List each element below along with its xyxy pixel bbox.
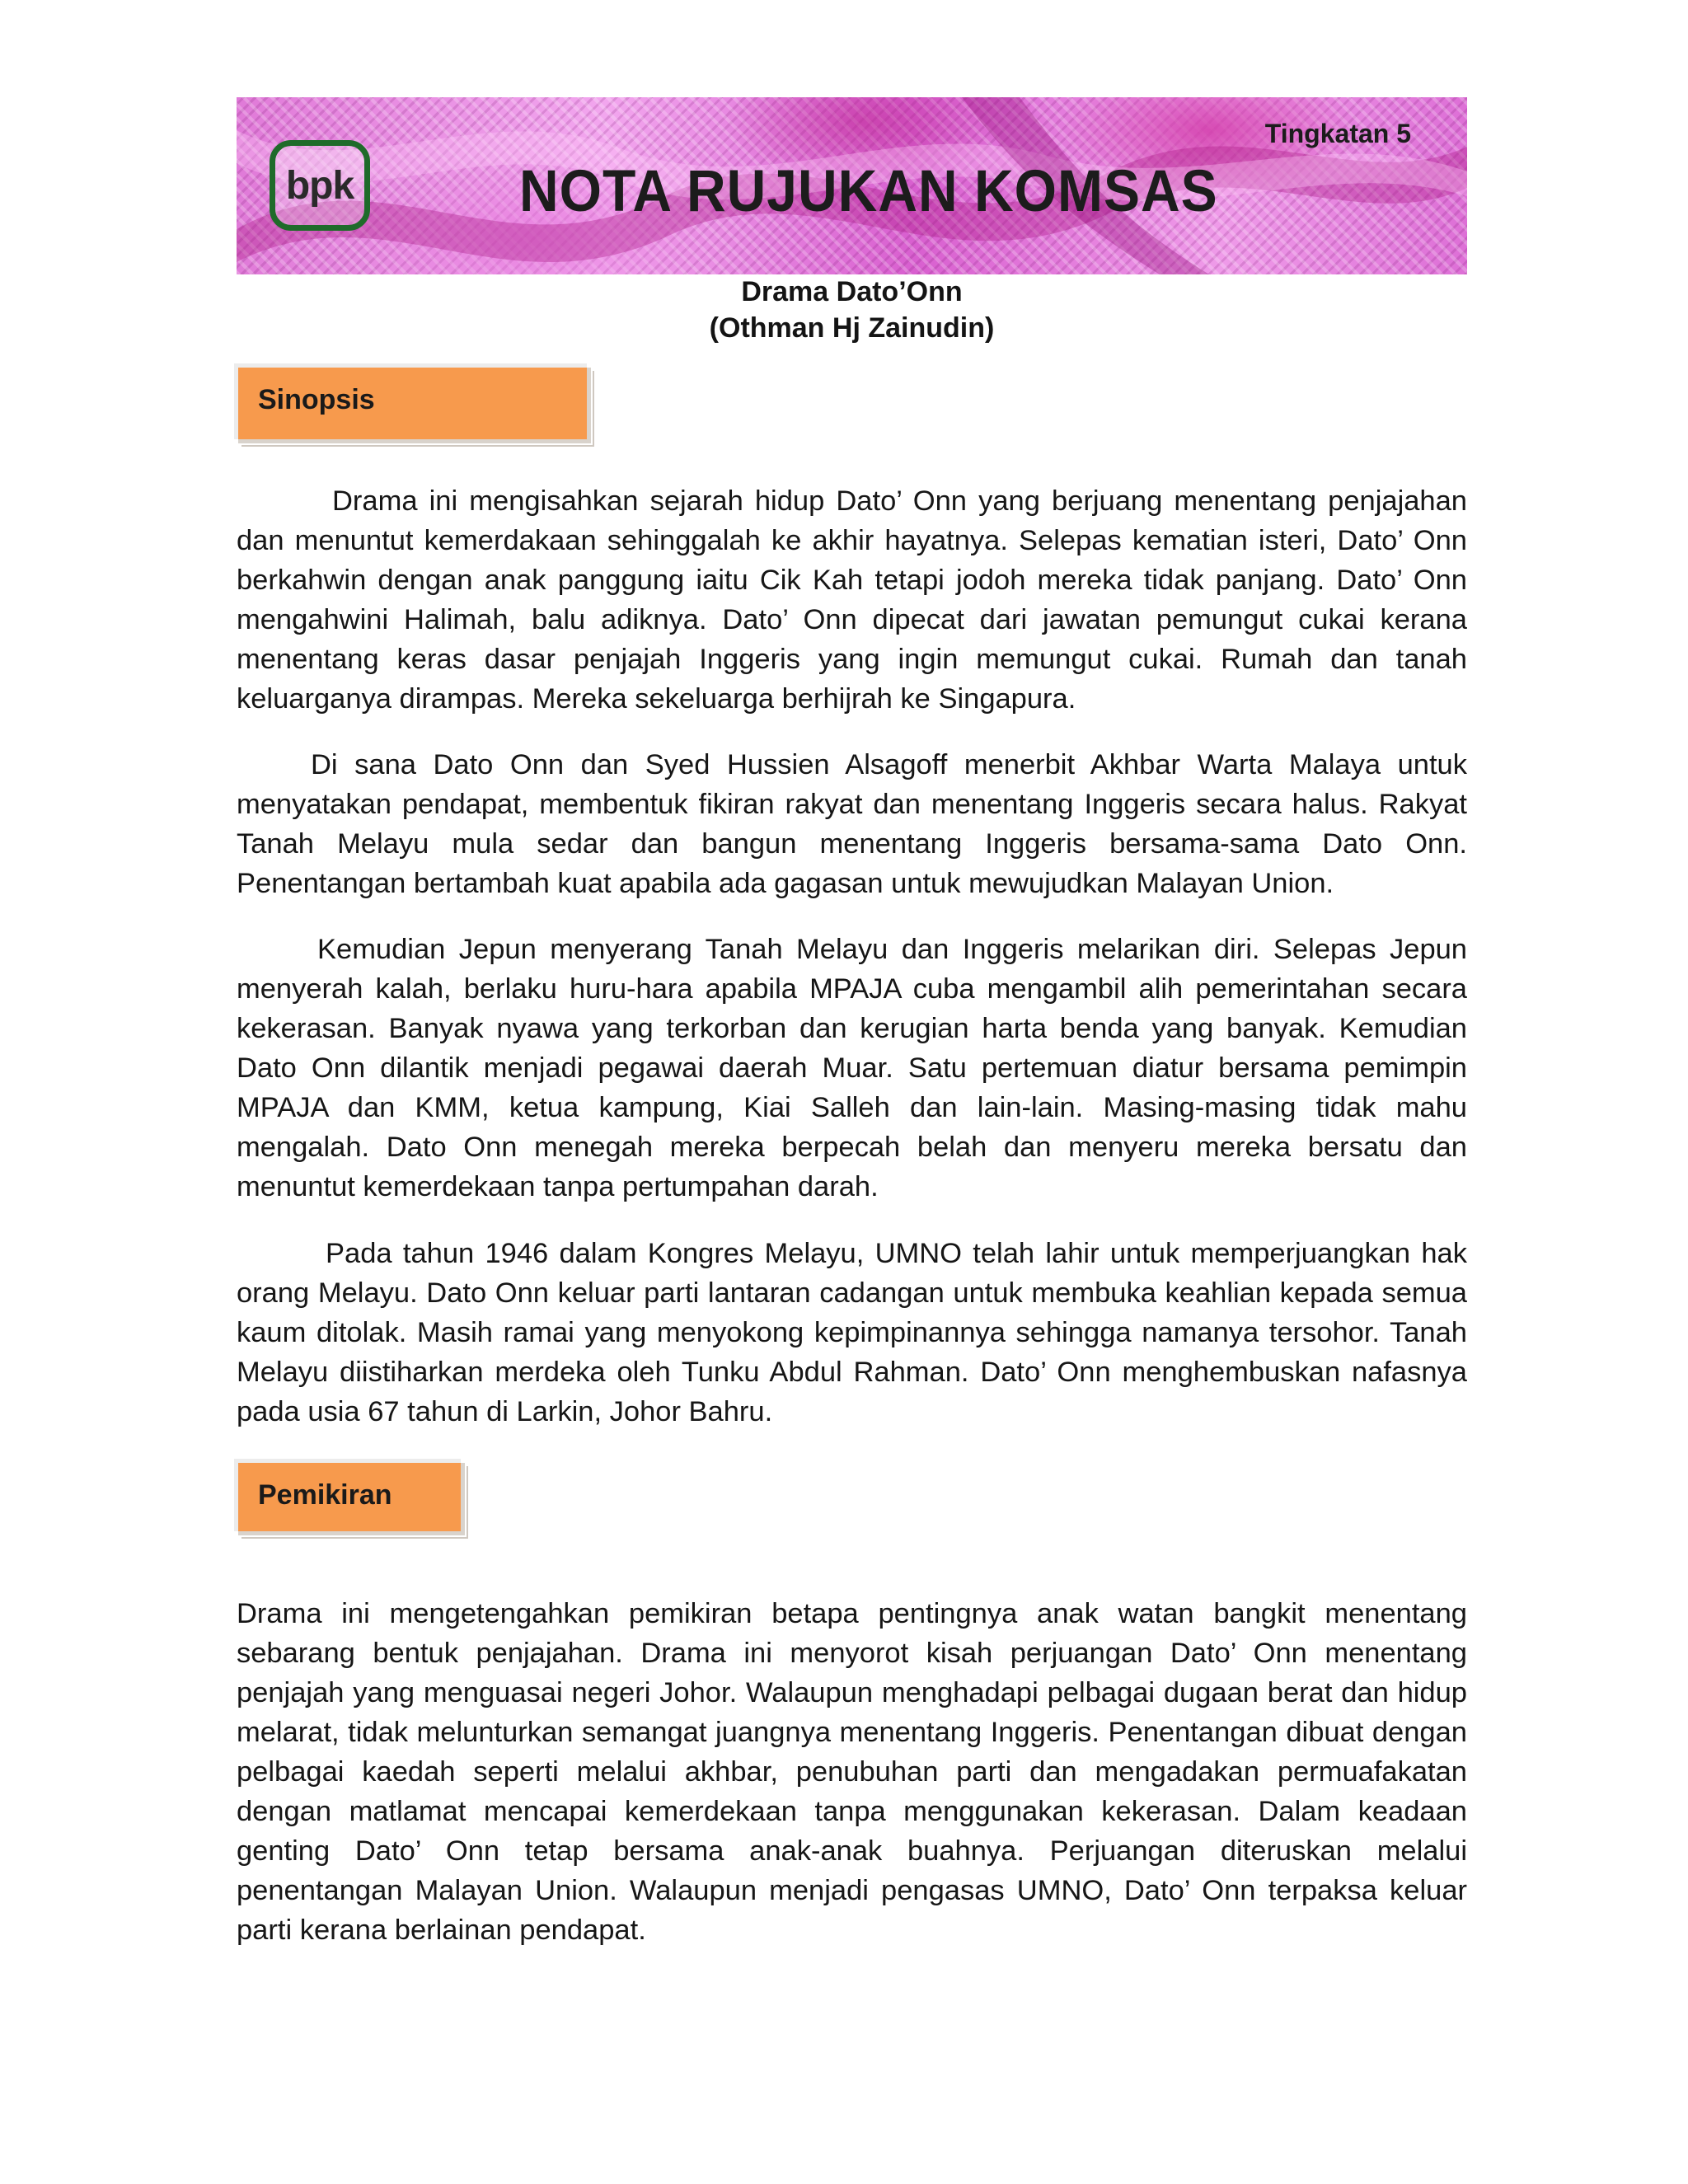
sinopsis-heading-box [234, 363, 587, 439]
pemikiran-heading: Pemikiran [258, 1479, 392, 1511]
pemikiran-paragraph-1: Drama ini mengetengahkan pemikiran betapa pentingnya anak watan bangkit menentang sebarang bentuk penjajahan. Drama ini menyorot kisah perjuangan Dato’ Onn menentang penjajah yang menguasai negeri Johor. Walaupun menghadapi pelbagai dugaan berat dan hidup melarat, tidak melunturkan semangat juangnya menentang Inggeris. Penentangan dibuat dengan pelbagai kaedah seperti melalui akhbar, penubuhan parti dan mengadakan permuafakatan dengan matlamat mencapai kemerdekaan tanpa menggunakan kekerasan. Dalam keadaan genting Dato’ Onn tetap bersama anak-anak buahnya. Perjuangan diteruskan melalui penentangan Malayan Union. Walaupun menjadi pengasas UMNO, Dato’ Onn terpaksa keluar parti kerana berlainan pendapat. [237, 1598, 1467, 1946]
drama-title: Drama Dato’Onn [741, 276, 963, 307]
bpk-logo [270, 140, 370, 231]
sinopsis-paragraph-4: Pada tahun 1946 dalam Kongres Melayu, UMNO telah lahir untuk memperjuangkan hak orang Melayu. Dato Onn keluar parti lantaran cadangan untuk membuka keahlian kepada semua kaum ditolak. Masih ramai yang menyokong kepimpinannya sehingga namanya tersohor. Tanah Melayu diistiharkan merdeka oleh Tunku Abdul Rahman. Dato’ Onn menghembuskan nafasnya pada usia 67 tahun di Larkin, Johor Bahru. [237, 1238, 1467, 1427]
drama-author: (Othman Hj Zainudin) [709, 312, 995, 344]
banner-title: NOTA RUJUKAN KOMSAS [519, 157, 1218, 223]
sinopsis-heading: Sinopsis [258, 384, 375, 415]
header-banner [237, 97, 1467, 274]
pemikiran-heading-box [234, 1459, 461, 1531]
logo-text: bpk [285, 163, 354, 208]
sinopsis-paragraph-2: Di sana Dato Onn dan Syed Hussien Alsagoff menerbit Akhbar Warta Malaya untuk menyatakan pendapat, membentuk fikiran rakyat dan menentang Inggeris secara halus. Rakyat Tanah Melayu mula sedar dan bangun menentang Inggeris bersama-sama Dato Onn. Penentangan bertambah kuat apabila ada gagasan untuk mewujudkan Malayan Union. [237, 749, 1467, 899]
sinopsis-paragraph-3: Kemudian Jepun menyerang Tanah Melayu dan Inggeris melarikan diri. Selepas Jepun menyerah kalah, berlaku huru-hara apabila MPAJA cuba mengambil alih pemerintahan secara kekerasan. Banyak nyawa yang terkorban dan kerugian harta benda yang banyak. Kemudian Dato Onn dilantik menjadi pegawai daerah Muar. Satu pertemuan diatur bersama pemimpin MPAJA dan KMM, ketua kampung, Kiai Salleh dan lain-lain. Masing-masing tidak mahu mengalah. Dato Onn menegah mereka berpecah belah dan menyeru mereka bersatu dan menuntut kemerdekaan tanpa pertumpahan darah. [237, 934, 1467, 1202]
sinopsis-paragraph-1: Drama ini mengisahkan sejarah hidup Dato’ Onn yang berjuang menentang penjajahan dan menuntut kemerdakaan sehinggalah ke akhir hayatnya. Selepas kematian isteri, Dato’ Onn berkahwin dengan anak panggung iaitu Cik Kah tetapi jodoh mereka tidak panjang. Dato’ Onn mengahwini Halimah, balu adiknya. Dato’ Onn dipecat dari jawatan pemungut cukai kerana menentang keras dasar penjajah Inggeris yang ingin memungut cukai. Rumah dan tanah keluarganya dirampas. Mereka sekeluarga berhijrah ke Singapura. [237, 485, 1467, 715]
form-level-label: Tingkatan 5 [1264, 119, 1411, 148]
